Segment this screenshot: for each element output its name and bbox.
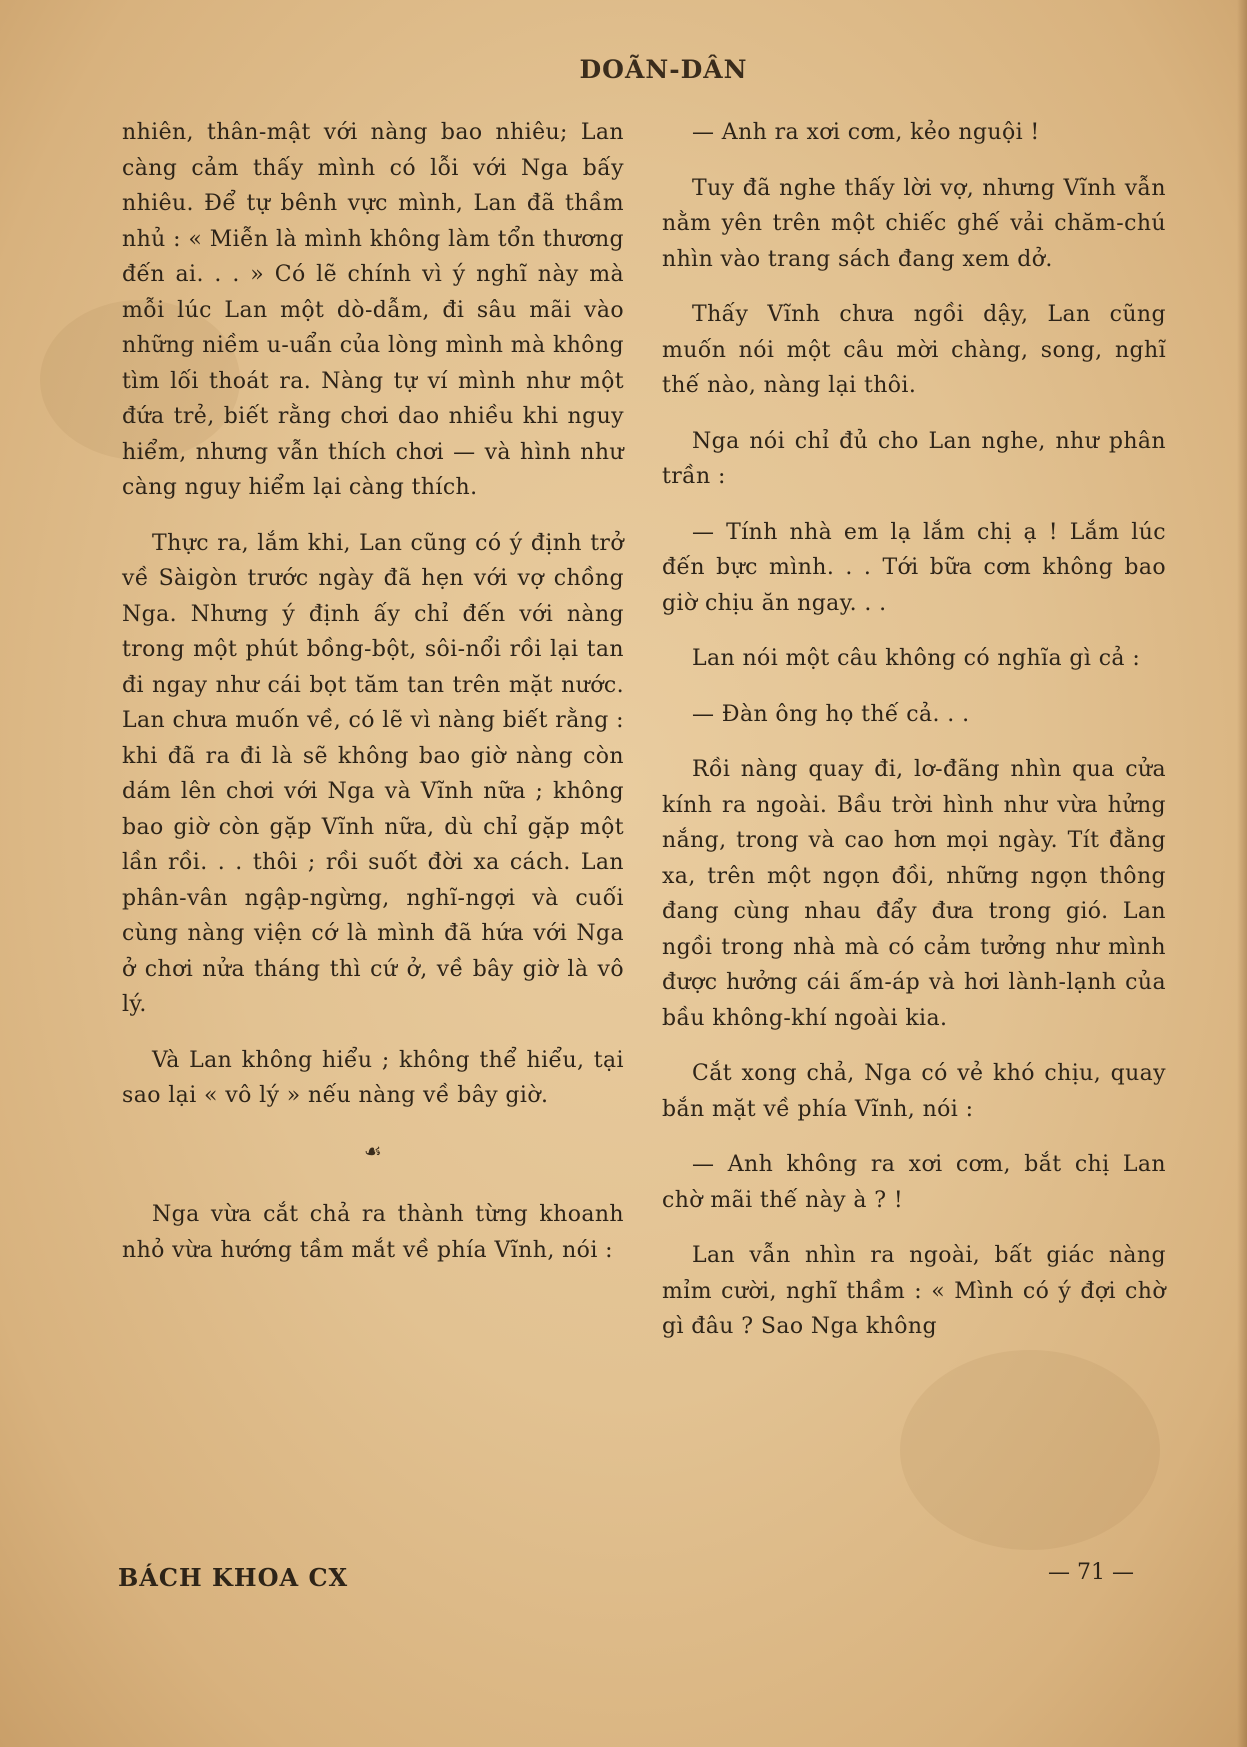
paragraph: nhiên, thân-mật với nàng bao nhiêu; Lan càng cảm thấy mình có lỗi với Nga bấy nhiêu. Để tự bênh vực mình, Lan đã thầm nhủ : « Miễn là mình không làm tổn thương đến ai. . . » Có lẽ chính vì ý nghĩ này mà mỗi lúc Lan một dò-dẫm, đi sâu mãi vào những niềm u-uẩn của lòng mình mà không tìm lối thoát ra. Nàng tự ví mình như một đứa trẻ, biết rằng chơi dao nhiều khi nguy hiểm, nhưng vẫn thích chơi — và hình như càng nguy hiểm lại càng thích.: [122, 120, 624, 500]
paper-stain: [900, 1350, 1160, 1550]
magazine-name: BÁCH KHOA CX: [118, 1563, 349, 1592]
paragraph: Thấy Vĩnh chưa ngồi dậy, Lan cũng muốn nói một câu mời chàng, song, nghĩ thế nào, nàng lại thôi.: [662, 302, 1166, 398]
paragraph: Lan nói một câu không có nghĩa gì cả :: [692, 646, 1141, 671]
paragraph: Nga nói chỉ đủ cho Lan nghe, như phân trần :: [662, 428, 1166, 489]
paragraph: Tuy đã nghe thấy lời vợ, nhưng Vĩnh vẫn nằm yên trên một chiếc ghế vải chăm-chú nhìn vào trang sách đang xem dở.: [662, 175, 1166, 272]
page-edge: [1237, 0, 1247, 1747]
paragraph: Thực ra, lắm khi, Lan cũng có ý định trở về Sàigòn trước ngày đã hẹn với vợ chồng Nga. Nhưng ý định ấy chỉ đến với nàng trong một phút bồng-bột, sôi-nổi rồi lại tan đi ngay như cái bọt tăm tan trên mặt nước. Lan chưa muốn về, có lẽ vì nàng biết rằng : khi đã ra đi là sẽ không bao giờ nàng còn dám lên chơi với Nga và Vĩnh nữa ; không bao giờ còn gặp Vĩnh nữa, dù chỉ gặp một lần rồi. . . thôi ; rồi suốt đời xa cách. Lan phân-vân ngập-ngừng, nghĩ-ngợi và cuối cùng nàng viện cớ là mình đã hứa với Nga ở chơi nửa tháng thì cứ ở, về bây giờ là vô lý.: [122, 530, 624, 1017]
running-header: DOÃN-DÂN: [579, 55, 748, 84]
page-number: — 71 —: [1048, 1560, 1134, 1585]
paragraph: Và Lan không hiểu ; không thể hiểu, tại sao lại « vô lý » nếu nàng về bây giờ.: [122, 1047, 624, 1108]
paragraph: Nga vừa cắt chả ra thành từng khoanh nhỏ vừa hướng tầm mắt về phía Vĩnh, nói :: [122, 1202, 624, 1263]
left-column: [122, 115, 624, 1288]
paragraph: Lan vẫn nhìn ra ngoài, bất giác nàng mỉm cười, nghĩ thầm : « Mình có ý đợi chờ gì đâu ? Sao Nga không: [662, 1243, 1166, 1339]
paragraph: Rồi nàng quay đi, lơ-đãng nhìn qua cửa kính ra ngoài. Bầu trời hình như vừa hửng nắng, trong và cao hơn mọi ngày. Tít đằng xa, trên một ngọn đồi, những ngọn thông đang cùng nhau đẩy đưa trong gió. Lan ngồi trong nhà mà có cảm tưởng như mình được hưởng cái ấm-áp và hơi lành-lạnh của bầu không-khí ngoài kia.: [662, 757, 1166, 1031]
paragraph: — Đàn ông họ thế cả. . .: [692, 701, 970, 727]
paragraph: Cắt xong chả, Nga có vẻ khó chịu, quay bắn mặt về phía Vĩnh, nói :: [662, 1061, 1166, 1122]
right-column: [662, 115, 1166, 1365]
paragraph: — Tính nhà em lạ lắm chị ạ ! Lắm lúc đến bực mình. . . Tới bữa cơm không bao giờ chịu ăn ngay. . .: [662, 519, 1166, 616]
paragraph: — Anh không ra xơi cơm, bắt chị Lan chờ mãi thế này à ? !: [662, 1152, 1166, 1213]
paragraph: — Anh ra xơi cơm, kẻo nguội !: [692, 120, 1040, 145]
section-separator-ornament: ☙: [363, 1138, 383, 1163]
